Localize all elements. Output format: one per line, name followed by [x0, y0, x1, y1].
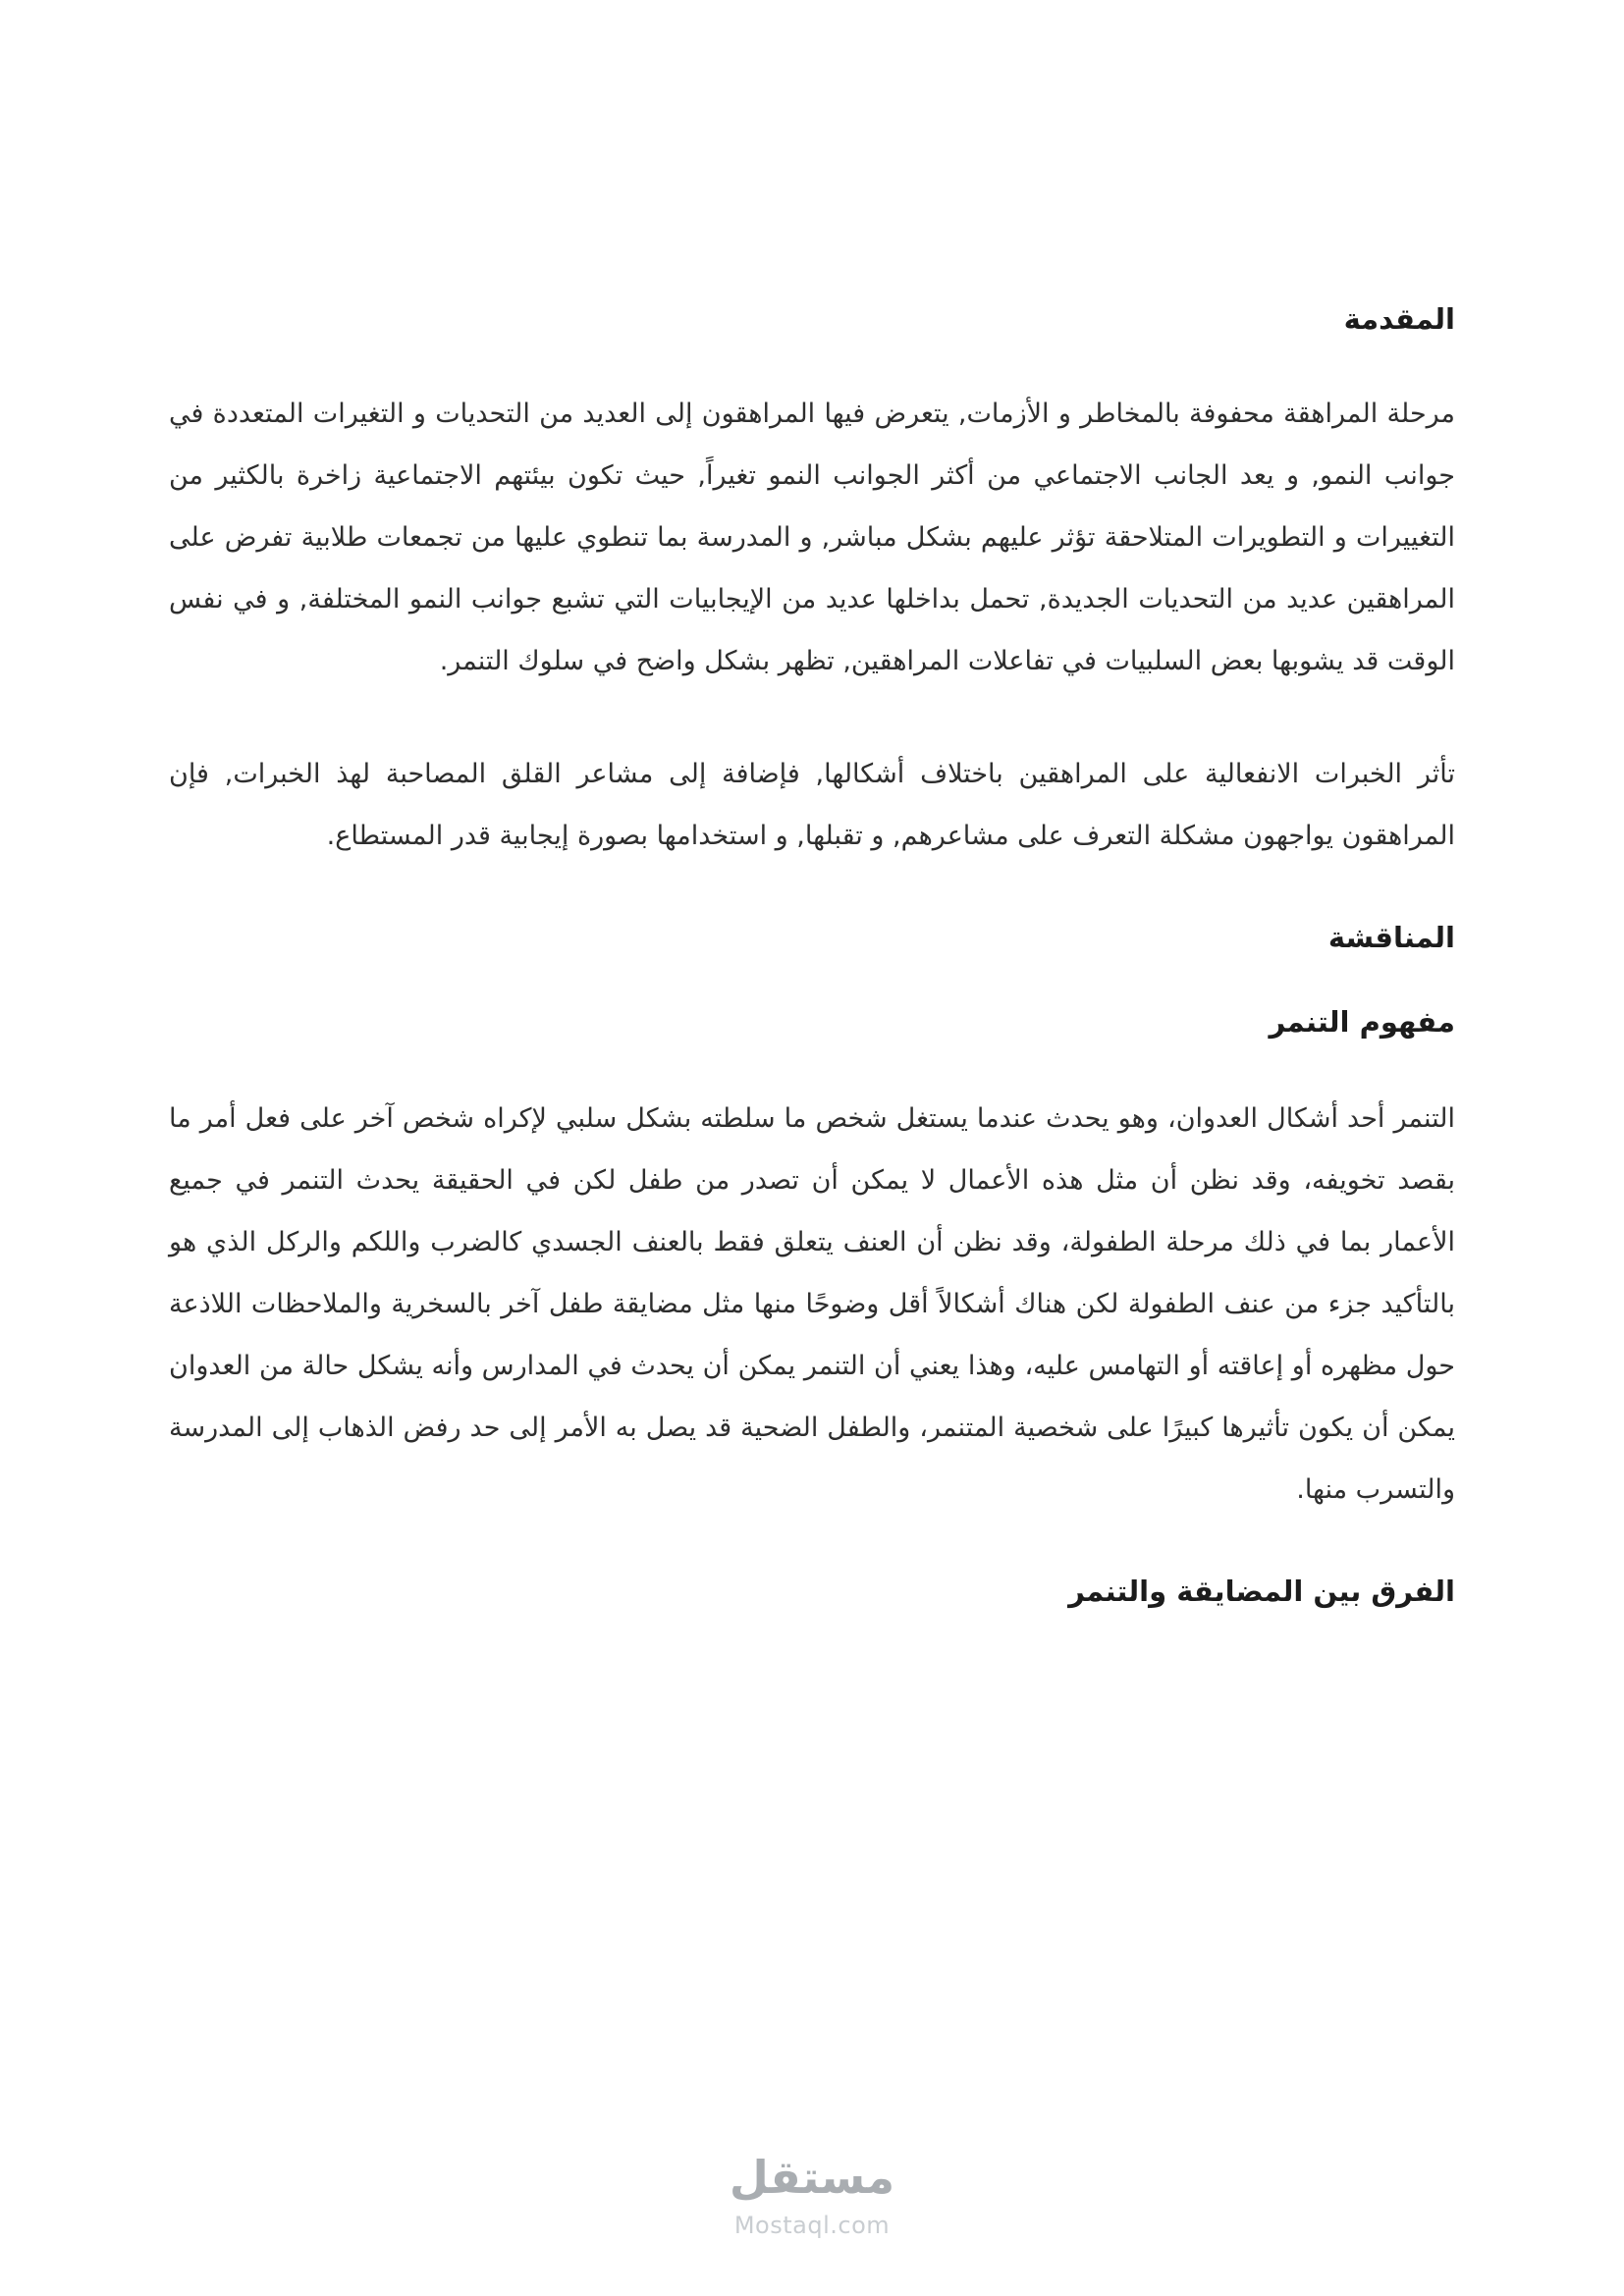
heading-bullying-concept: مفهوم التنمر: [1269, 1005, 1455, 1040]
heading-difference-harassment-bullying: الفرق بين المضايقة والتنمر: [1068, 1574, 1455, 1608]
watermark: [0, 2151, 1624, 2239]
bullying-concept-paragraph: التنمر أحد أشكال العدوان، وهو يحدث عندما يستغل شخص ما سلطته بشكل سلبي لإكراه شخص آخر على فعل أمر ما بقصد تخويفه، وقد نظن أن مثل هذه الأعمال لا يمكن أن تصدر من طفل لكن في الحقيقة يحدث التنمر في جميع الأعمار بما في ذلك مرحلة الطفولة، وقد نظن أن العنف يتعلق فقط بالعنف الجسدي كالضرب واللكم والركل الذي هو بالتأكيد جزء من عنف الطفولة لكن هناك أشكالاً أقل وضوحًا منها مثل مضايقة طفل آخر بالسخرية والملاحظات اللاذعة حول مظهره أو إعاقته أو التهامس عليه، وهذا يعني أن التنمر يمكن أن يحدث في المدارس وأنه يشكل حالة من العدوان يمكن أن يكون تأثيرها كبيرًا على شخصية المتنمر، والطفل الضحية قد يصل به الأمر إلى حد رفض الذهاب إلى المدرسة والتسرب منها.: [169, 1102, 1455, 1505]
mostaql-site-label: Mostaql.com: [733, 2212, 891, 2239]
introduction-paragraph-1: مرحلة المراهقة محفوفة بالمخاطر و الأزمات, يتعرض فيها المراهقون إلى العديد من التحديات و التغيرات المتعددة في جوانب النمو, و يعد الجانب الاجتماعي من أكثر الجوانب النمو تغيراً, حيث تكون بيئتهم الاجتماعية زاخرة بالكثير من التغييرات و التطويرات المتلاحقة تؤثر عليهم بشكل مباشر, و المدرسة بما تنطوي عليها من تجمعات طلابية تفرض على المراهقين عديد من التحديات الجديدة, تحمل بداخلها عديد من الإيجابيات التي تشبع جوانب النمو المختلفة, و في نفس الوقت قد يشوبها بعض السلبيات في تفاعلات المراهقين, تظهر بشكل واضح في سلوك التنمر.: [169, 398, 1455, 676]
heading-introduction: المقدمة: [1343, 302, 1455, 336]
introduction-paragraph-2: تأثر الخبرات الانفعالية على المراهقين باختلاف أشكالها, فإضافة إلى مشاعر القلق المصاحبة لهذ الخبرات, فإن المراهقون يواجهون مشكلة التعرف على مشاعرهم, و تقبلها, و استخدامها بصورة إيجابية قدر المستطاع.: [169, 758, 1455, 851]
heading-discussion: المناقشة: [1327, 920, 1455, 954]
mostaql-logo: مستقل: [729, 2151, 895, 2204]
